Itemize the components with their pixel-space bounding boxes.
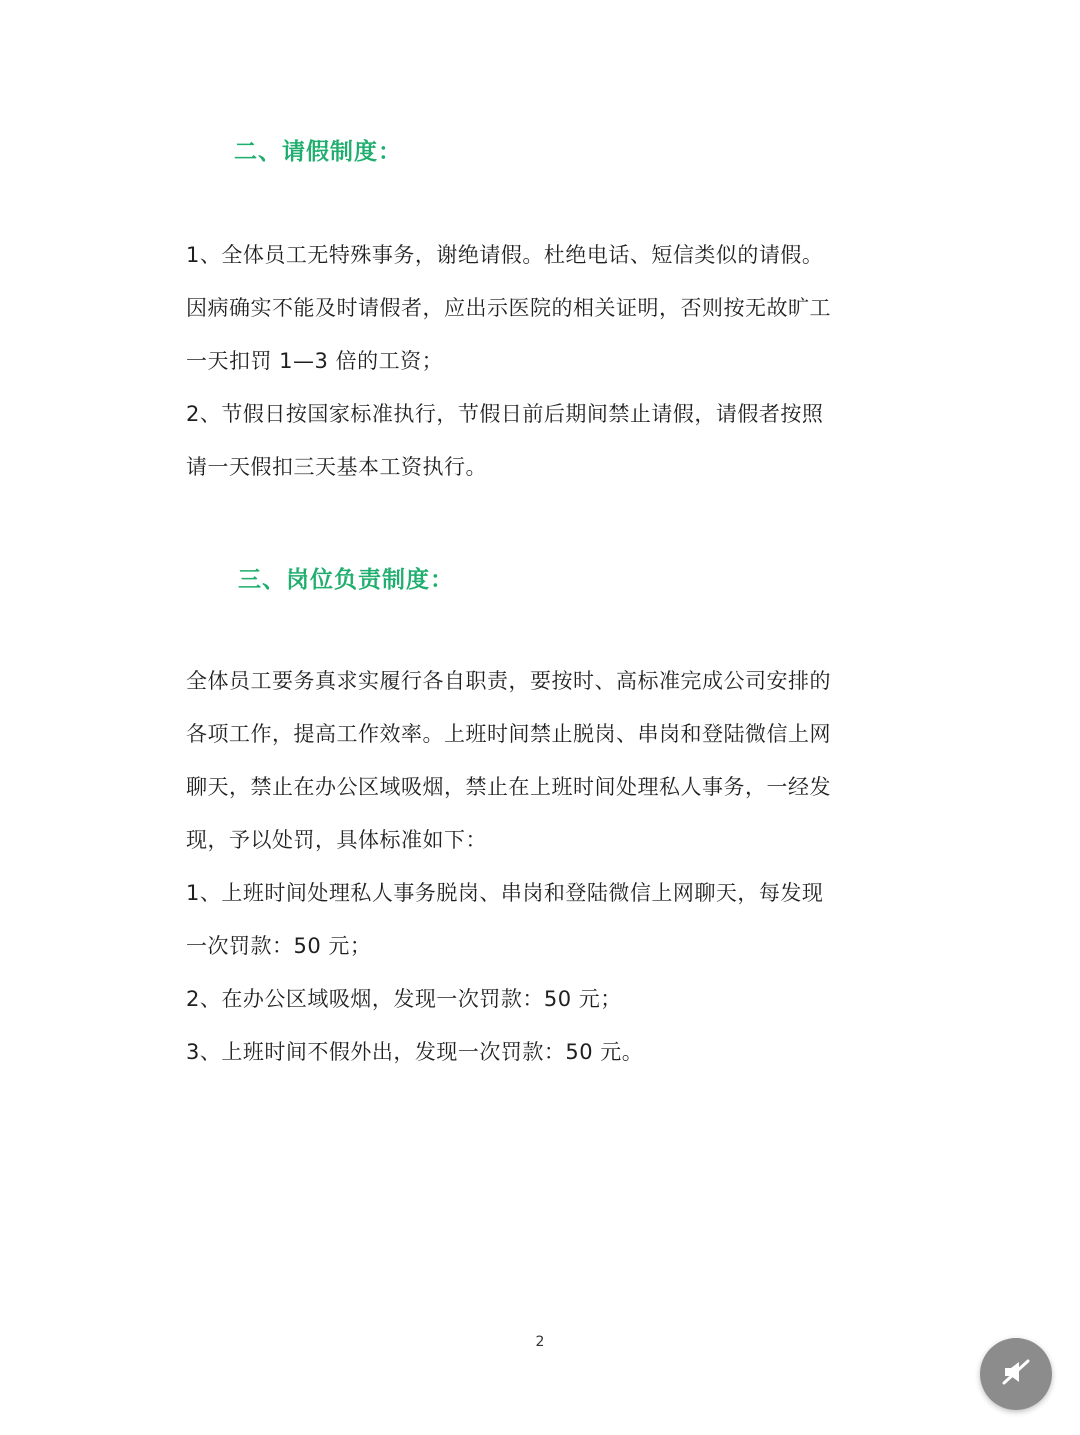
text-line: 一天扣罚 1—3 倍的工资； [186, 349, 444, 373]
leave-policy-paragraph [186, 229, 896, 494]
text-line: 3、上班时间不假外出，发现一次罚款：50 元。 [186, 1040, 644, 1064]
text-line: 现，予以处罚，具体标准如下： [186, 828, 487, 852]
section-heading-post-responsibility: 三、岗位负责制度： [238, 567, 454, 593]
post-responsibility-paragraph [186, 655, 896, 1079]
text-line: 因病确实不能及时请假者，应出示医院的相关证明，否则按无故旷工 [186, 296, 831, 320]
text-line: 1、上班时间处理私人事务脱岗、串岗和登陆微信上网聊天，每发现 [186, 881, 824, 905]
text-line: 一次罚款：50 元； [186, 934, 372, 958]
text-line: 全体员工要务真求实履行各自职责，要按时、高标准完成公司安排的 [186, 669, 831, 693]
text-line: 2、在办公区域吸烟，发现一次罚款：50 元； [186, 987, 622, 1011]
section-heading-leave-policy: 二、请假制度： [234, 139, 402, 165]
mute-audio-button[interactable] [980, 1338, 1052, 1410]
text-line: 聊天，禁止在办公区域吸烟，禁止在上班时间处理私人事务，一经发 [186, 775, 831, 799]
text-line: 1、全体员工无特殊事务，谢绝请假。杜绝电话、短信类似的请假。 [186, 243, 824, 267]
page-number: 2 [535, 1334, 545, 1350]
text-line: 请一天假扣三天基本工资执行。 [186, 455, 487, 479]
text-line: 各项工作，提高工作效率。上班时间禁止脱岗、串岗和登陆微信上网 [186, 722, 831, 746]
mute-speaker-icon [996, 1352, 1036, 1396]
text-line: 2、节假日按国家标准执行，节假日前后期间禁止请假，请假者按照 [186, 402, 824, 426]
